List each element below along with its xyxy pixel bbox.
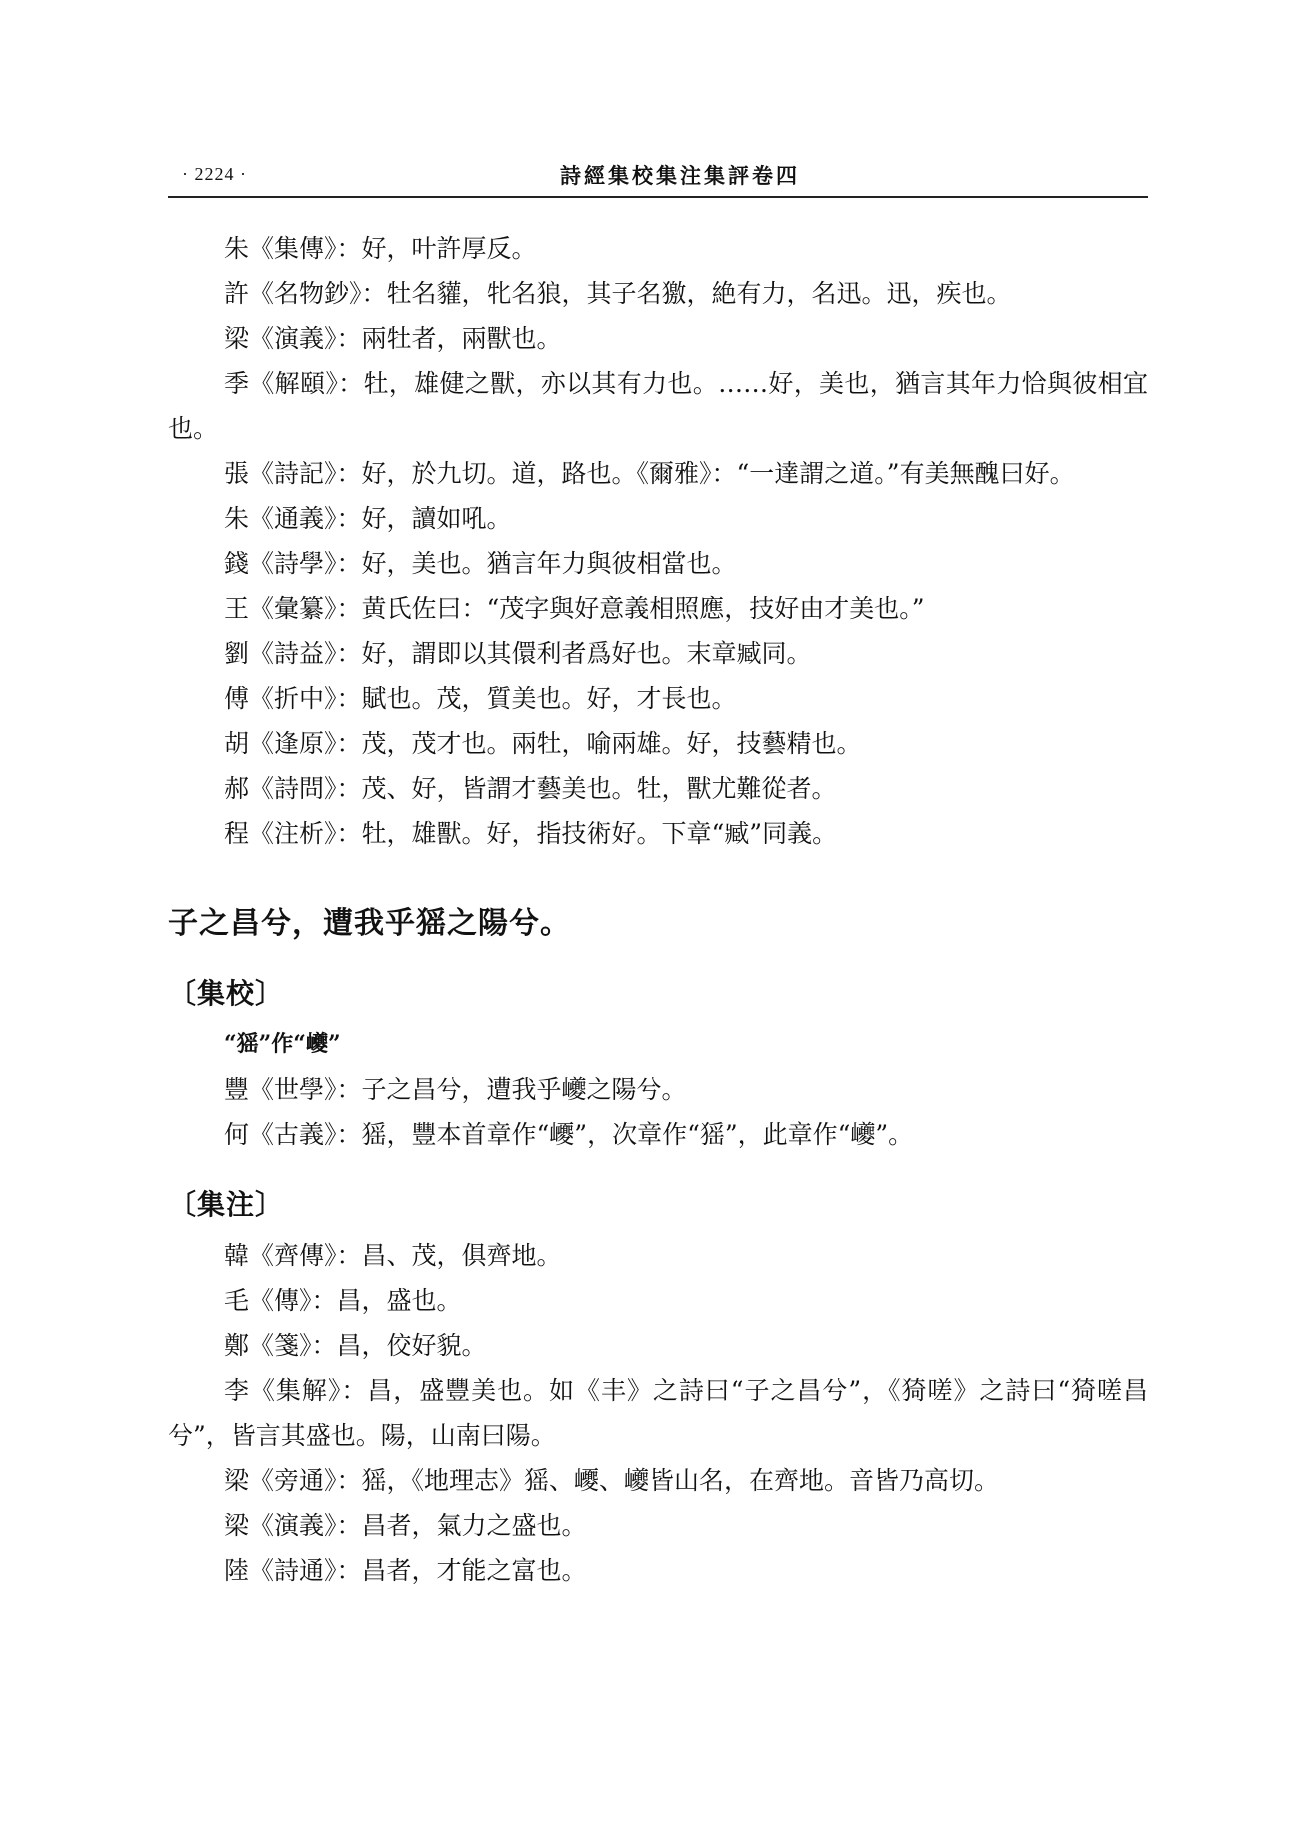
commentary-entry: 陸《詩通》：昌者，才能之富也。 bbox=[224, 1556, 587, 1585]
commentary-entry: 胡《逢原》：茂，茂才也。兩牡，喻兩雄。好，技藝精也。 bbox=[224, 729, 862, 758]
page-number: · 2224 · bbox=[182, 164, 247, 184]
commentary-entry: 劉《詩益》：好，謂即以其儇利者爲好也。末章臧同。 bbox=[224, 639, 812, 668]
collation-entry: 何《古義》：猺，豐本首章作“巎”，次章作“猺”，此章作“巙”。 bbox=[224, 1120, 914, 1149]
variant-note: “猺”作“巙” bbox=[224, 1031, 341, 1057]
collation-entry: 豐《世學》：子之昌兮，遭我乎巙之陽兮。 bbox=[224, 1075, 687, 1104]
commentary-entry: 李《集解》：昌，盛豐美也。如《丰》之詩曰“子之昌兮”，《猗嗟》之詩曰“猗嗟昌兮”，皆言其盛也。陽，山南曰陽。 bbox=[168, 1376, 1148, 1450]
page-body bbox=[168, 226, 1148, 1593]
commentary-entry: 程《注析》：牡，雄獸。好，指技術好。下章“臧”同義。 bbox=[224, 819, 838, 848]
commentary-entry: 季《解頤》：牡，雄健之獸，亦以其有力也。……好，美也，猶言其年力恰與彼相宜也。 bbox=[168, 369, 1148, 443]
commentary-entry: 朱《通義》：好，讀如吼。 bbox=[224, 504, 512, 533]
section-heading-jizhu: 〔集注〕 bbox=[168, 1188, 285, 1221]
commentary-entry: 許《名物鈔》：牡名貛，牝名狼，其子名獥，絶有力，名迅。迅，疾也。 bbox=[224, 279, 1012, 308]
commentary-entry: 郝《詩問》：茂、好，皆謂才藝美也。牡，獸尤難從者。 bbox=[224, 774, 837, 803]
commentary-entry: 梁《演義》：兩牡者，兩獸也。 bbox=[224, 324, 562, 353]
commentary-entry: 毛《傳》：昌，盛也。 bbox=[224, 1286, 462, 1315]
commentary-entry: 傅《折中》：賦也。茂，質美也。好，才長也。 bbox=[224, 684, 737, 713]
commentary-entry: 鄭《箋》：昌，佼好貌。 bbox=[224, 1331, 487, 1360]
running-title: 詩經集校集注集評卷四 bbox=[560, 163, 800, 188]
header-rule bbox=[168, 196, 1148, 198]
commentary-entry: 錢《詩學》：好，美也。猶言年力與彼相當也。 bbox=[224, 549, 737, 578]
commentary-entry: 梁《演義》：昌者，氣力之盛也。 bbox=[224, 1511, 587, 1540]
commentary-entry: 王《彙纂》：黄氏佐曰：“茂字與好意義相照應，技好由才美也。” bbox=[224, 594, 925, 623]
section-heading-jiaojiao: 〔集校〕 bbox=[168, 977, 285, 1010]
commentary-entry: 朱《集傳》：好，叶許厚反。 bbox=[224, 234, 537, 263]
page-header bbox=[168, 160, 1148, 192]
verse-heading: 子之昌兮，遭我乎猺之陽兮。 bbox=[168, 906, 571, 941]
commentary-entry: 張《詩記》：好，於九切。道，路也。《爾雅》：“一達謂之道。”有美無醜曰好。 bbox=[224, 459, 1075, 488]
commentary-entry: 韓《齊傳》：昌、茂，俱齊地。 bbox=[224, 1241, 562, 1270]
commentary-entry: 梁《旁通》：猺，《地理志》猺、巎、巙皆山名，在齊地。音皆乃高切。 bbox=[224, 1466, 1000, 1495]
